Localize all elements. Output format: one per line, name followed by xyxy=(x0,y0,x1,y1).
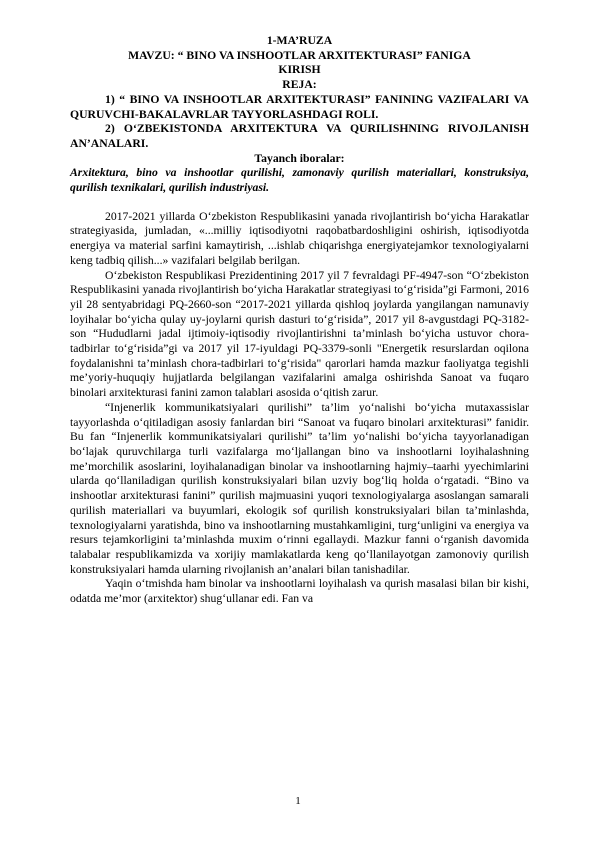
blank-line xyxy=(70,196,529,210)
keywords-heading: Tayanch iboralar: xyxy=(254,151,345,165)
page-number: 1 xyxy=(295,795,301,807)
lecture-number: 1-MA’RUZA xyxy=(266,34,333,47)
body-paragraph-4: Yaqin o‘tmishda ham binolar va inshootlarni loyihalash va qurish masalasi bilan bir kishi, odatda me’mor (arxitektor) shug‘ullanar edi. Fan va xyxy=(70,577,529,606)
plan-heading: REJA: xyxy=(282,78,317,92)
plan-item-2: 2) O‘ZBEKISTONDA ARXITEKTURA VA QURILISHNING RIVOJLANISH AN’ANALARI. xyxy=(70,122,529,150)
body-paragraph-3: “Injenerlik kommunikatsiyalari qurilishi” ta’lim yo‘nalishi bo‘yicha mutaxassislar tayyorlashda o‘qitiladigan asosiy fanlardan biri “Sanoat va fuqaro binolari arxitekturasi” fanidir. Bu fan “Injenerlik kommunikatsiyalari qurilishi” ta’lim yo‘nalishi bo‘yicha tayyorlanadigan bo‘lajak quruvchilarga turli vazifalarga mo‘ljallangan bino va inshootlarni loyihalashning me’morchilik asoslarini, loyihalanadigan binolar va inshootlarning hajmiy–taarhi yyechimlarini ularda qo‘llaniladigan qurilish konstruksiyalari bilan uzviy bog‘liq holda o‘rgatadi. “Bino va inshootlar arxitekturasi fanini” qurilish majmuasini yuqori texnologiyalarga asoslangan samarali qurilish materiallari va buyumlari, ekologik sof qurilish konstruksiyalari bilan ta’minlashda, texnologiyalarni yaratishda, bino va inshootlarning mustahkamligini, turg‘unligini va energiya va resurs tejamkorligini ta’minlashda muxim o‘rinni egallaydi. Mazkur fanni o‘rganish davomida talabalar respublikamizda va xorijiy mamlakatlarda keng qo‘llanilayotgan zamonoviy qurilish konstruksiyalari hamda ularning rivojlanish an’analari bilan tanishadilar. xyxy=(70,400,529,576)
body-paragraph-2: O‘zbekiston Respublikasi Prezidentining 2017 yil 7 fevraldagi PF-4947-son “O‘zbekiston Respublikasini yanada rivojlantirish bo‘yicha Harakatlar strategiyasi to‘g‘risida”gi Farmoni, 2016 yil 28 sentyabridagi PQ-2660-son “2017-2021 yillarda qishloq joylarda yangilangan namunaviy loyihalar bo‘yicha qulay uy-joylarni qurish dasturi to‘g‘risida”, 2017 yil 8-avgustdagi PQ-3182-son “Hududlarni jadal ijtimoiy-iqtisodiy rivojlantirishni ta’minlash bo‘yicha ustuvor chora-tadbirlar to‘g‘risida”gi va 2017 yil 17-iyuldagi PQ-3379-sonli "Energetik resurslardan oqilona foydalanishni ta’minlash chora-tadbirlari to‘g‘risida" qarorlari hamda mazkur faoliyatga tegishli me’yoriy-huquqiy hujjatlarda belgilangan vazifalarini amalga oshirishda Sanoat va fuqaro binolari arxitekturasi fanini zamon talablari asosida o‘qitish zarur. xyxy=(70,268,529,400)
topic-title: MAVZU: “ BINO VA INSHOOTLAR ARXITEKTURASI” FANIGA xyxy=(128,48,471,62)
keywords-text: Arxitektura, bino va inshootlar qurilishi, zamonaviy qurilish materiallari, konstruksiya, qurilish texnikalari, qurilish industriyasi. xyxy=(70,166,529,195)
plan-item-1: 1) “ BINO VA INSHOOTLAR ARXITEKTURASI” FANINING VAZIFALARI VA QURUVCHI-BAKALAVRLAR TAYYORLASHDAGI ROLI. xyxy=(70,92,529,121)
body-paragraph-1: 2017-2021 yillarda O‘zbekiston Respublikasini yanada rivojlantirish bo‘yicha Harakatlar strategiyasida, jumladan, «...milliy iqtisodiyotni raqobatbardoshligini oshirish, iqtisodiyotda energiya va material sarfini kamaytirish, ...ishlab chiqarishga energiyatejamkor texnologiyalarni keng tadbiq qilish...» vazifalari belgilab berilgan. xyxy=(70,209,529,267)
document-page xyxy=(70,34,529,607)
topic-title-continued: KIRISH xyxy=(278,63,321,77)
